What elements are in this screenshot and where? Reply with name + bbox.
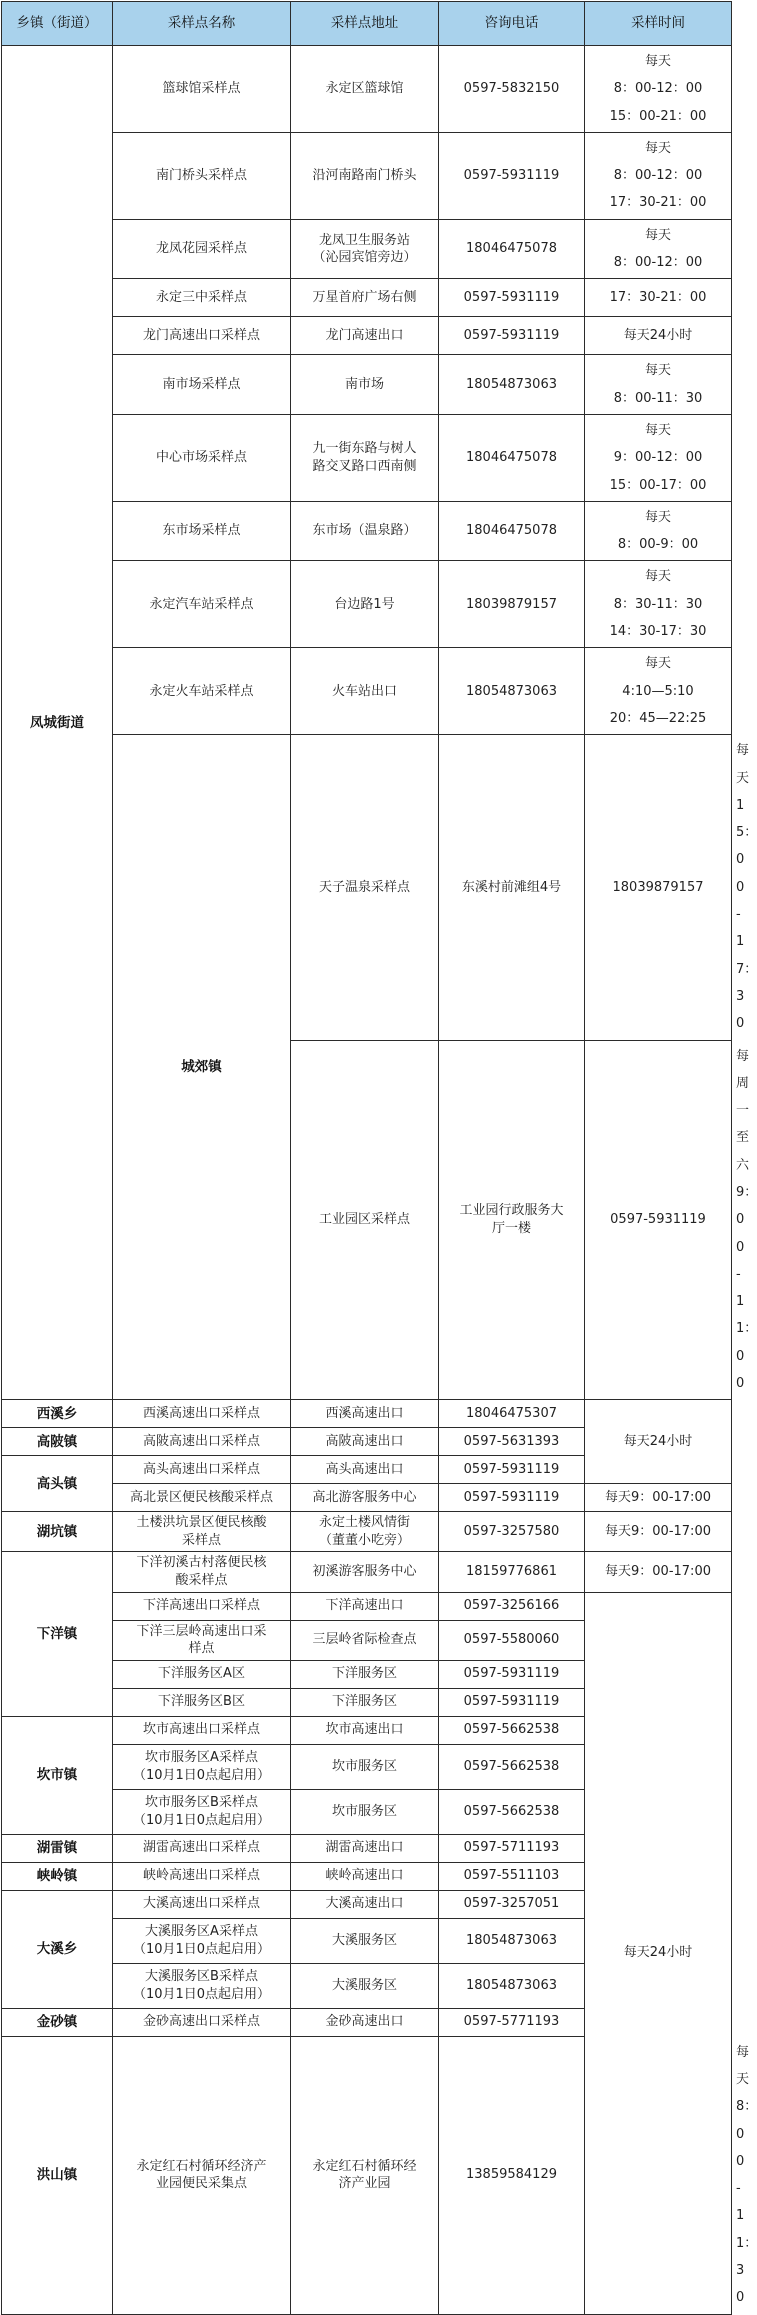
site-name-cell [113,2008,291,2036]
site-address-cell [439,735,585,1040]
site-address-line: 工业园行政服务大 [459,1203,564,1219]
site-address-line: 九一街东路与树人 [312,441,417,457]
site-name-cell [113,317,291,355]
sampling-time-line: 17：30-21：00 [609,195,707,211]
site-name-cell [113,1660,291,1688]
phone-cell: 0597-5832150 [439,46,585,133]
town-cell: 峡岭镇 [2,1862,113,1890]
site-name-cell [113,648,291,735]
town-cell: 洪山镇 [2,2036,113,2314]
site-address-cell [291,1918,439,1963]
site-name-line: 永定红石村循环经济产 [136,2158,267,2174]
sampling-time-line: 每天 [644,227,671,243]
header-row [2,2,732,46]
site-name-line: 金砂高速出口采样点 [142,2014,260,2030]
site-address-line: 西溪高速出口 [325,1406,404,1422]
sampling-time-line: 每天24小时 [623,328,693,344]
table-row [2,1400,732,1428]
phone-cell: 0597-3256166 [439,1592,585,1620]
site-address-line: 厅一楼 [491,1220,531,1236]
phone-cell: 0597-3257051 [439,1890,585,1918]
sampling-time-line: 每天 [644,569,671,585]
sampling-time-line: 每天 [644,54,671,69]
site-address-line: 东溪村前滩组4号 [461,879,562,895]
phone-cell: 18046475078 [439,414,585,501]
sampling-time-line: 20：45—22:25 [609,710,707,726]
site-name-cell [113,414,291,501]
site-address-line: 济产业园 [338,2176,391,2192]
site-name-cell [113,1484,291,1512]
sampling-time-cell [585,1484,732,1512]
site-name-line: 大溪高速出口采样点 [142,1896,260,1912]
site-name-cell [291,1040,439,1400]
site-address-cell [291,279,439,317]
phone-cell: 18054873063 [439,648,585,735]
site-name-cell [113,1789,291,1834]
site-address-line: 南市场 [344,376,384,392]
site-address-cell [291,1660,439,1688]
table-row [2,1512,732,1552]
site-address-line: （沁园宾馆旁边） [312,250,417,266]
table-row [2,1552,732,1592]
site-address-line: 永定土楼风情街 [318,1515,410,1531]
site-address-line: 坎市服务区 [331,1803,397,1819]
site-name-line: 永定汽车站采样点 [149,596,254,612]
site-address-line: 大溪高速出口 [325,1896,404,1912]
sampling-time-cell [585,1552,732,1592]
site-address-cell [291,1789,439,1834]
site-name-cell [113,279,291,317]
sampling-time-cell [585,501,732,561]
sampling-time-line: 每天9：00-17:00 [605,1564,711,1580]
sampling-time-cell [585,279,732,317]
site-name-line: 湖雷高速出口采样点 [142,1840,260,1856]
site-address-cell [291,2036,439,2314]
header-site-name: 采样点名称 [113,2,291,46]
site-name-line: 样点 [188,1641,215,1657]
phone-cell: 0597-5931119 [439,1456,585,1484]
table-row: 洪山镇 永定红石村循环经济产 业园便民采集点 永定红石村循环经 济产业园 13859584129 每天 8：00-11：30 [2,2036,732,2314]
phone-cell: 0597-5931119 [439,1484,585,1512]
site-name-cell [113,1428,291,1456]
phone-cell: 18046475307 [439,1400,585,1428]
site-address-cell [291,1400,439,1428]
town-cell: 湖坑镇 [2,1512,113,1552]
site-address-cell [291,1484,439,1512]
site-address-line: 龙门高速出口 [325,328,404,344]
site-address-line: 金砂高速出口 [325,2014,404,2030]
sampling-time-cell [585,1512,732,1552]
sampling-time-line: 每天24小时 [623,1945,693,1961]
site-name-line: 工业园区采样点 [318,1212,410,1228]
sampling-time-line: 8：00-11：30 [613,390,703,406]
site-address-cell [291,561,439,648]
site-name-line: （10月1日0点起启用） [132,1767,271,1783]
phone-cell: 0597-5931119 [585,1040,732,1400]
phone-cell: 0597-5711193 [439,1834,585,1862]
site-name-line: 大溪服务区B采样点 [145,1969,258,1985]
site-name-cell [113,561,291,648]
site-address-line: 万星首府广场右侧 [312,290,417,306]
site-address-cell [291,1620,439,1660]
site-name-cell [113,1688,291,1716]
site-address-cell [291,2008,439,2036]
site-name-cell [113,501,291,561]
site-name-cell [113,1400,291,1428]
sampling-time-line: 每天 [644,140,671,156]
table-row: 城郊镇 天子温泉采样点 东溪村前滩组4号 18039879157 每天 15：00-17：30 [2,735,732,1040]
phone-cell: 0597-5662538 [439,1744,585,1789]
site-address-cell [291,1512,439,1552]
site-name-line: 高北景区便民核酸采样点 [129,1490,273,1506]
sampling-time-line: 8：00-12：00 [613,81,703,97]
phone-cell: 18054873063 [439,1918,585,1963]
phone-cell: 0597-3257580 [439,1512,585,1552]
site-name-line: 高陂高速出口采样点 [142,1434,260,1450]
site-name-line: 天子温泉采样点 [318,879,410,895]
town-cell: 高陂镇 [2,1428,113,1456]
sampling-time-cell [585,648,732,735]
town-cell: 凤城街道 [2,46,113,1400]
site-address-cell [291,414,439,501]
phone-cell: 18054873063 [439,355,585,415]
sampling-time-cell [585,414,732,501]
town-cell: 大溪乡 [2,1890,113,2008]
site-name-line: 坎市服务区B采样点 [145,1795,258,1811]
site-name-line: 南市场采样点 [162,376,241,392]
site-address-line: 东市场（温泉路） [312,523,417,539]
site-address-line: 三层岭省际检查点 [312,1632,417,1648]
sampling-time-line: 每天 [644,656,671,672]
site-name-cell [113,1456,291,1484]
site-address-cell [291,1834,439,1862]
site-name-line: 大溪服务区A采样点 [145,1924,258,1940]
sampling-time-line: 15：00-21：00 [609,108,707,124]
site-address-line: 坎市服务区 [331,1758,397,1774]
site-address-cell [291,132,439,219]
town-cell: 城郊镇 [113,735,291,1400]
sampling-time-line: 4:10—5:10 [622,683,694,699]
header-site-address: 采样点地址 [291,2,439,46]
site-name-line: 龙门高速出口采样点 [142,328,260,344]
site-name-line: 西溪高速出口采样点 [142,1406,260,1422]
sampling-time-line: 17：30-21：00 [609,290,707,306]
site-name-cell [113,2036,291,2314]
phone-cell: 18046475078 [439,501,585,561]
phone-cell: 0597-5631393 [439,1428,585,1456]
site-name-cell [113,1620,291,1660]
site-address-cell [291,317,439,355]
site-name-cell [113,1592,291,1620]
phone-cell: 0597-5662538 [439,1789,585,1834]
sampling-time-line: 8：00-12：00 [613,168,703,184]
site-address-line: 龙凤卫生服务站 [318,232,410,248]
site-address-cell [291,1688,439,1716]
sampling-time-cell [585,561,732,648]
site-address-line: 路交叉路口西南侧 [312,458,417,474]
sampling-time-line: 每天24小时 [623,1434,693,1450]
site-name-cell [113,1716,291,1744]
site-address-line: 沿河南路南门桥头 [312,168,417,184]
sampling-time-line: 每天9：00-17:00 [605,1490,711,1506]
phone-cell: 0597-5931119 [439,1660,585,1688]
phone-cell: 0597-5662538 [439,1716,585,1744]
sampling-time-line: 每天 [644,363,671,379]
sampling-time-cell [585,1592,732,2314]
site-address-line: 火车站出口 [331,683,397,699]
site-name-line: （10月1日0点起启用） [132,1986,271,2002]
phone-cell: 0597-5931119 [439,132,585,219]
site-name-cell [113,355,291,415]
site-name-line: 中心市场采样点 [155,450,247,466]
sampling-time-cell [585,317,732,355]
table-body [2,46,757,2315]
site-address-line: 坎市高速出口 [325,1722,404,1738]
site-name-line: （10月1日0点起启用） [132,1941,271,1957]
site-address-line: 下洋服务区 [331,1666,397,1682]
site-address-cell [291,355,439,415]
phone-cell: 18054873063 [439,1963,585,2008]
site-name-line: 下洋服务区A区 [158,1666,245,1682]
sampling-time-line: 8：00-9：00 [617,537,699,553]
phone-cell: 0597-5931119 [439,317,585,355]
site-name-line: 土楼洪坑景区便民核酸 [136,1515,267,1531]
phone-cell: 0597-5931119 [439,279,585,317]
header-phone: 咨询电话 [439,2,585,46]
phone-cell: 18046475078 [439,219,585,279]
site-name-line: 坎市服务区A采样点 [145,1750,258,1766]
site-address-cell [291,1428,439,1456]
site-name-cell [113,1512,291,1552]
site-name-cell [113,132,291,219]
site-name-cell [113,1918,291,1963]
phone-cell: 18039879157 [439,561,585,648]
town-cell: 西溪乡 [2,1400,113,1428]
site-name-cell [113,1890,291,1918]
site-address-line: 下洋高速出口 [325,1598,404,1614]
sampling-time-line: 9：00-12：00 [613,450,703,466]
header-sampling-time: 采样时间 [585,2,732,46]
site-address-line: 初溪游客服务中心 [312,1564,417,1580]
phone-cell: 0597-5511103 [439,1862,585,1890]
town-cell: 湖雷镇 [2,1834,113,1862]
site-address-cell [291,501,439,561]
phone-cell: 18159776861 [439,1552,585,1592]
site-name-line: 永定三中采样点 [155,290,247,306]
site-address-cell [291,1592,439,1620]
sampling-time-line: 14：30-17：30 [609,624,707,640]
site-address-cell [439,1040,585,1400]
sampling-time-line: 15：00-17：00 [609,477,707,493]
site-address-line: 下洋服务区 [331,1694,397,1710]
sampling-time-cell [585,46,732,133]
sampling-time-line: 每天 [644,422,671,438]
site-name-cell [113,1552,291,1592]
sampling-time-line: 8：30-11：30 [613,596,703,612]
site-address-line: 峡岭高速出口 [325,1868,404,1884]
site-address-cell [291,1716,439,1744]
site-name-line: 南门桥头采样点 [155,168,247,184]
site-name-line: 峡岭高速出口采样点 [142,1868,260,1884]
site-name-cell [113,1744,291,1789]
site-name-cell [113,1834,291,1862]
sampling-time-cell [585,219,732,279]
town-cell: 高头镇 [2,1456,113,1512]
site-name-line: 下洋服务区B区 [158,1694,245,1710]
site-name-line: 东市场采样点 [162,523,241,539]
site-address-line: 湖雷高速出口 [325,1840,404,1856]
site-name-line: 业园便民采集点 [155,2176,247,2192]
sampling-time-cell [585,1400,732,1484]
phone-cell: 0597-5771193 [439,2008,585,2036]
site-address-line: 台边路1号 [334,596,395,612]
town-cell: 下洋镇 [2,1552,113,1716]
sampling-time-line: 8：00-12：00 [613,255,703,271]
site-name-line: 下洋高速出口采样点 [142,1598,260,1614]
town-cell: 金砂镇 [2,2008,113,2036]
site-address-cell [291,46,439,133]
site-address-cell [291,1552,439,1592]
site-name-line: 坎市高速出口采样点 [142,1722,260,1738]
sampling-time-cell [585,355,732,415]
sampling-time-line: 每天9：00-17:00 [605,1524,711,1540]
site-address-line: 高陂高速出口 [325,1434,404,1450]
site-address-cell [291,648,439,735]
site-address-cell [291,219,439,279]
site-address-line: （董董小吃旁） [318,1532,410,1548]
site-address-line: 永定区篮球馆 [325,81,404,97]
site-address-line: 永定红石村循环经 [312,2158,417,2174]
town-cell: 坎市镇 [2,1716,113,1834]
site-name-line: 龙凤花园采样点 [155,241,247,257]
sampling-time-cell [585,132,732,219]
site-address-cell [291,1890,439,1918]
site-address-cell [291,1456,439,1484]
site-name-line: 酸采样点 [175,1573,228,1588]
phone-cell: 0597-5931119 [439,1688,585,1716]
site-address-line: 高北游客服务中心 [312,1490,417,1506]
sampling-schedule-table [1,1,757,2315]
site-name-line: 采样点 [181,1532,221,1548]
site-name-cell [113,46,291,133]
site-name-line: 高头高速出口采样点 [142,1462,260,1478]
phone-cell: 18039879157 [585,735,732,1040]
phone-cell: 0597-5580060 [439,1620,585,1660]
site-address-line: 高头高速出口 [325,1462,404,1478]
site-address-cell [291,1862,439,1890]
site-name-cell [113,219,291,279]
site-address-line: 大溪服务区 [331,1977,397,1993]
site-name-cell [291,735,439,1040]
site-name-cell [113,1963,291,2008]
site-address-cell [291,1963,439,2008]
site-name-line: 下洋初溪古村落便民核 [136,1555,267,1571]
header-town: 乡镇（街道） [2,2,113,46]
site-name-cell [113,1862,291,1890]
phone-cell: 13859584129 [439,2036,585,2314]
site-name-line: 下洋三层岭高速出口采 [136,1623,267,1639]
site-name-line: （10月1日0点起启用） [132,1812,271,1828]
site-name-line: 篮球馆采样点 [162,81,241,97]
table-row [2,46,732,133]
site-address-cell [291,1744,439,1789]
site-name-line: 永定火车站采样点 [149,683,254,699]
sampling-time-line: 每天 [644,509,671,525]
site-address-line: 大溪服务区 [331,1932,397,1948]
table-row: 工业园区采样点 工业园行政服务大 厅一楼 0597-5931119 每周一至六 9：00-11：00 [2,1040,732,1400]
